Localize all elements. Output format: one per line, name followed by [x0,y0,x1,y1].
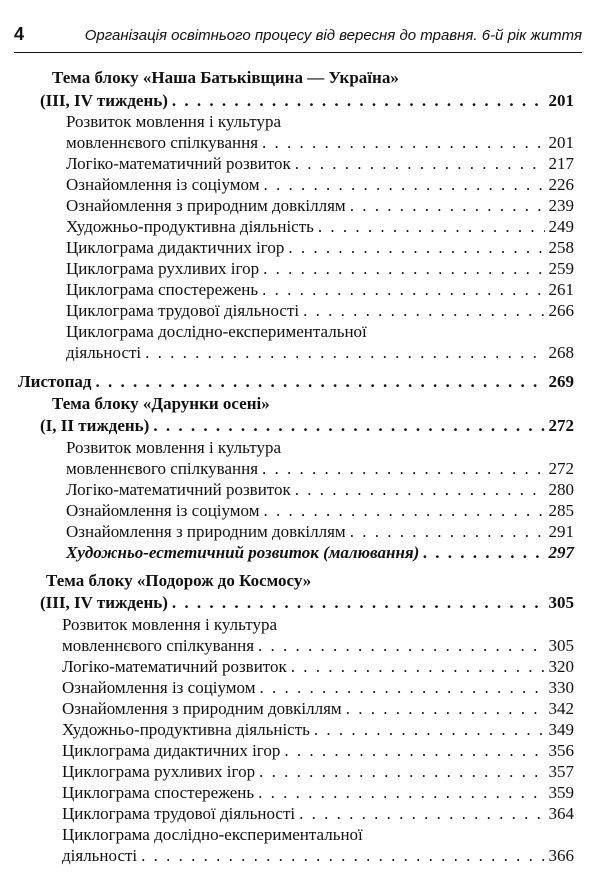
toc-block-title [0,66,600,90]
toc-page-number: 226 [548,175,574,194]
toc-page-number: 239 [548,196,574,215]
toc-page-number: 285 [548,501,574,520]
toc-entry-label: Циклограма трудової діяльності [62,804,296,823]
toc-page-number: 217 [548,154,574,173]
running-title: Організація освітнього процесу від вересня до травня. 6-й рік життя [84,27,582,44]
toc-entry-label: Циклограма спостережень [66,280,259,299]
dot-leader [153,414,544,438]
toc-page-number: 201 [548,133,574,152]
toc-block-entry [0,591,574,615]
toc-entry-label: діяльності [66,343,142,362]
toc-entry-label: Циклограма трудової діяльності [66,301,300,320]
dot-leader [96,370,545,394]
toc-entry-label: мовленнєвого спілкування [66,459,259,478]
toc-page-number: 305 [548,593,574,612]
toc-entry-label: Циклограма спостережень [62,783,255,802]
toc-entry-label: Ознайомлення із соціумом [66,175,260,194]
toc-page-number: 268 [548,343,574,362]
toc-page-number: 305 [548,636,574,655]
toc-entry-label: Листопад [18,372,92,391]
toc-entry-label: Циклограма рухливих ігор [66,259,260,278]
toc-entry-label: Тема блоку «Наша Батьківщина — Україна» [52,68,399,87]
toc-entry-label: Ознайомлення із соціумом [66,501,260,520]
toc-entry-label: Розвиток мовлення і культура [66,112,282,131]
toc-entry-label: Художньо-естетичний розвиток (малювання) [66,543,420,562]
toc-entry-label: Циклограма дидактичних ігор [62,741,281,760]
toc-page-number: 320 [548,657,574,676]
toc-entry-label: Ознайомлення із соціумом [62,678,256,697]
toc-entry-label: Циклограма дидактичних ігор [66,238,285,257]
header-rule [14,52,582,53]
toc-entry-label: (III, IV тиждень) [40,593,168,612]
toc-page-number: 272 [548,459,574,478]
toc-entry-label: Розвиток мовлення і культура [62,615,278,634]
toc-entry-label: Ознайомлення з природним довкіллям [66,196,346,215]
toc-page-number: 297 [548,543,574,562]
toc-entry-label: Циклограма дослідно-експериментальної [62,825,363,844]
toc-page-number: 342 [548,699,574,718]
page-number: 4 [14,24,25,44]
toc-page-number: 272 [548,416,574,435]
toc-page-number: 259 [548,259,574,278]
dot-leader [172,591,545,615]
dot-leader [423,541,544,565]
toc-page-number: 364 [548,804,574,823]
toc-entry-label: (I, II тиждень) [40,416,150,435]
toc-entry-label: Ознайомлення з природним довкіллям [62,699,342,718]
toc-entry-label: Тема блоку «Дарунки осені» [52,394,270,413]
toc-block-entry [0,414,574,438]
toc-entry-label: Ознайомлення з природним довкіллям [66,522,346,541]
toc-page-number: 266 [548,301,574,320]
toc-entry-label: Логіко-математичний розвиток [66,154,291,173]
toc-entry-label: Розвиток мовлення і культура [66,438,282,457]
toc-entry-label: Циклограма рухливих ігор [62,762,256,781]
toc-entry-label: Художньо-продуктивна діяльність [66,217,314,236]
toc-entry [0,541,574,565]
dot-leader [141,844,544,868]
toc-page-number: 359 [548,783,574,802]
toc-block-title [0,569,600,593]
toc-page-number: 261 [548,280,574,299]
toc-page-number: 366 [548,846,574,865]
toc-block-title [0,392,600,416]
toc-entry-label: (III, IV тиждень) [40,91,168,110]
toc-entry-label: мовленнєвого спілкування [66,133,259,152]
toc-page-number: 356 [548,741,574,760]
toc-month-entry [0,370,574,394]
toc-page-number: 280 [548,480,574,499]
toc-entry [0,844,574,868]
toc-page-number: 269 [548,372,574,391]
toc-page-number: 201 [548,91,574,110]
toc-entry-label: Логіко-математичний розвиток [66,480,291,499]
toc-entry-label: Художньо-продуктивна діяльність [62,720,310,739]
dot-leader [145,341,544,365]
toc-entry-label: діяльності [62,846,138,865]
toc-page-number: 291 [548,522,574,541]
toc-entry [0,341,574,365]
toc-page-number: 349 [548,720,574,739]
page-header [14,24,582,48]
toc-entry-label: Циклограма дослідно-експериментальної [66,322,367,341]
toc-entry-label: Тема блоку «Подорож до Космосу» [46,571,312,590]
toc-page-number: 357 [548,762,574,781]
toc-page-number: 330 [548,678,574,697]
toc-entry-label: Логіко-математичний розвиток [62,657,287,676]
toc-page-number: 249 [548,217,574,236]
toc-entry-label: мовленнєвого спілкування [62,636,255,655]
toc-page-number: 258 [548,238,574,257]
